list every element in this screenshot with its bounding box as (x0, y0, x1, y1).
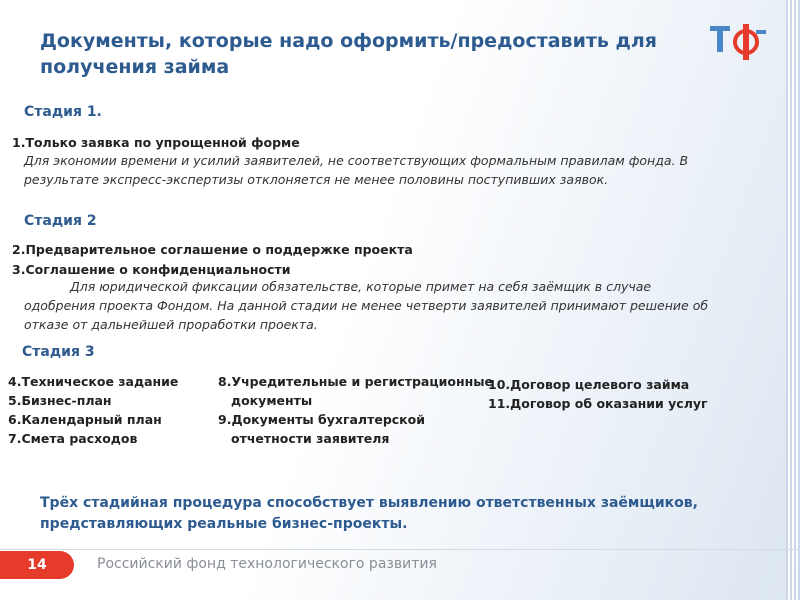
stage-2-note: Для юридической фиксации обязательстве, которые примет на себя заёмщик в случае одобрения проекта Фондом. На данной стадии не менее четверти заявителей принимают решение об отказе от дальнейшей проработки проекта. (24, 279, 709, 332)
stage-2-item-2: 2.Предварительное соглашение о поддержке проекта (12, 242, 413, 257)
stage-3-item-8-line-1: 8.Учредительные и регистрационные (218, 374, 494, 389)
decorative-stripes (786, 0, 800, 600)
stage-3-item-9-line-1: 9.Документы бухгалтерской (218, 412, 426, 427)
stage-3-item-4: 4.Техническое задание (8, 374, 179, 389)
stage-3-column-1 (8, 372, 178, 448)
page-number-badge: 14 (0, 551, 74, 579)
conclusion-text: Трёх стадийная процедура способствует выявлению ответственных заёмщиков, представляющих реальные бизнес-проекты. (40, 495, 698, 532)
stage-1-heading: Стадия 1. (24, 104, 102, 120)
stage-3-item-11: 11.Договор об оказании услуг (488, 396, 708, 411)
rftr-logo-icon (708, 20, 768, 64)
stage-2-heading: Стадия 2 (24, 213, 97, 229)
stage-1-item-1: 1.Только заявка по упрощенной форме (12, 135, 300, 150)
slide-title: Документы, которые надо оформить/предоставить для получения займа (40, 30, 657, 78)
stage-3-item-8-line-2: документы (231, 393, 313, 408)
stage-3-column-3 (488, 375, 708, 413)
stage-2-item-3: 3.Соглашение о конфиденциальности (12, 262, 291, 277)
stage-3-item-6: 6.Календарный план (8, 412, 162, 427)
stage-3-column-2 (218, 372, 493, 448)
stage-3-heading: Стадия 3 (22, 344, 95, 360)
footer-divider (0, 549, 800, 550)
stage-1-note: Для экономии времени и усилий заявителей, не соответствующих формальным правилам фонда. В результате экспресс-экспертизы отклоняется не менее половины поступивших заявок. (24, 153, 689, 187)
stage-3-item-10: 10.Договор целевого займа (488, 377, 690, 392)
stage-3-item-5: 5.Бизнес-план (8, 393, 112, 408)
footer-organization: Российский фонд технологического развития (97, 556, 437, 572)
stage-3-item-7: 7.Смета расходов (8, 431, 138, 446)
stage-3-item-9-line-2: отчетности заявителя (231, 431, 390, 446)
